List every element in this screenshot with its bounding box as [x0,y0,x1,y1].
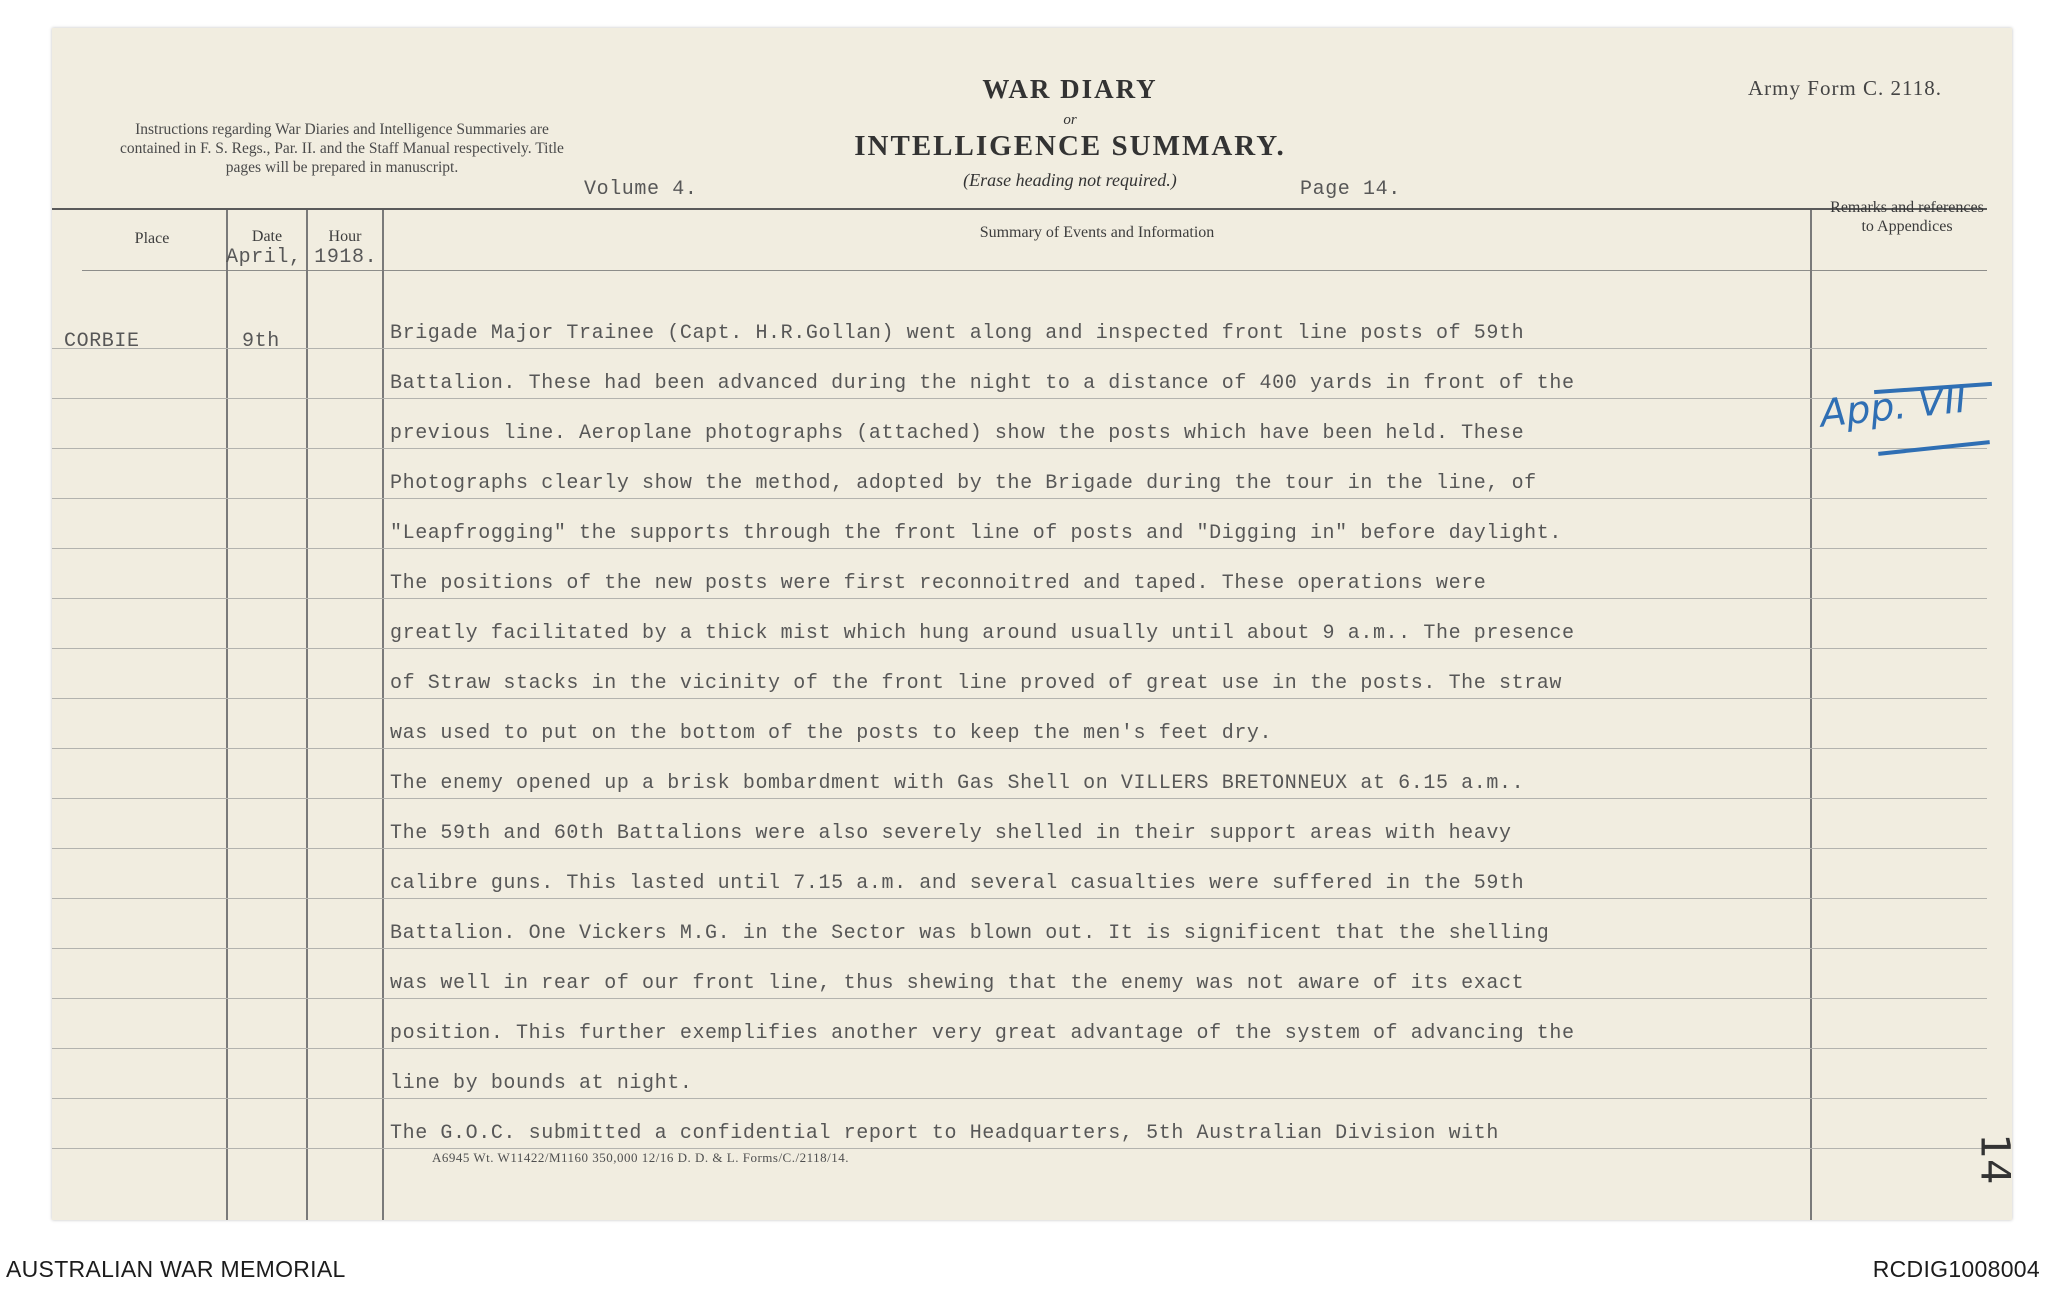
summary-line: greatly facilitated by a thick mist which hung around usually until about 9 a.m.. The presence [390,622,1575,645]
summary-line: The positions of the new posts were first reconnoitred and taped. These operations were [390,572,1487,595]
month-year: April, 1918. [226,246,378,269]
place-value: CORBIE [64,330,140,353]
summary-line: The G.O.C. submitted a confidential report to Headquarters, 5th Australian Division with [390,1122,1499,1145]
appendix-reference: App. VII [1818,376,1969,436]
printer-imprint: A6945 Wt. W11422/M1160 350,000 12/16 D. D. & L. Forms/C./2118/14. [432,1150,849,1165]
col-divider-hour [382,210,384,1220]
ruled-line [52,648,1987,649]
ruled-line [52,848,1987,849]
col-divider-summary [1810,210,1812,1220]
ruled-line [52,398,1987,399]
summary-line: line by bounds at night. [390,1072,693,1095]
title-or: or [1063,112,1077,128]
col-divider-date [306,210,308,1220]
col-header-place: Place [134,230,170,247]
col-header-remarks: Remarks and references to Appendices [1830,199,1984,235]
ruled-line [52,548,1987,549]
summary-line: of Straw stacks in the vicinity of the front line proved of great use in the posts. The straw [390,672,1562,695]
col-header-date: Date [251,228,283,245]
diary-sheet [52,28,2018,1220]
ruled-line [52,1098,1987,1099]
footer-archive-name: AUSTRALIAN WAR MEMORIAL [6,1256,346,1282]
summary-line: was used to put on the bottom of the posts to keep the men's feet dry. [390,722,1273,745]
ruled-line [52,448,1987,449]
ruled-line [52,1148,1987,1149]
erase-heading-note: (Erase heading not required.) [963,170,1177,190]
ruled-line [52,998,1987,999]
footer-record-id: RCDIG1008004 [1872,1256,2040,1282]
summary-line: "Leapfrogging" the supports through the front line of posts and "Digging in" before daylight. [390,522,1562,545]
summary-line: Battalion. One Vickers M.G. in the Sector was blown out. It is significent that the shelling [390,922,1550,945]
col-divider-place [226,210,228,1220]
summary-line: The enemy opened up a brisk bombardment with Gas Shell on VILLERS BRETONNEUX at 6.15 a.m.. [390,772,1525,795]
col-header-summary: Summary of Events and Information [979,224,1215,241]
ruled-line [52,748,1987,749]
summary-line: previous line. Aeroplane photographs (attached) show the posts which have been held. These [390,422,1525,445]
margin-page-number: 14 [1971,1133,2018,1185]
summary-line: position. This further exemplifies another very great advantage of the system of advancing the [390,1022,1575,1045]
ruled-line [52,598,1987,599]
instructions-note: Instructions regarding War Diaries and Intelligence Summaries are contained in F. S. Regs., Par. II. and the Staff Manual respectively. Title pages will be prepared in manuscript. [120,121,564,176]
col-header-hour: Hour [328,228,362,245]
ruled-line [52,948,1987,949]
ruled-line [52,1048,1987,1049]
day-value: 9th [242,330,280,353]
summary-line: The 59th and 60th Battalions were also severely shelled in their support areas with heavy [390,822,1512,845]
ruled-line [52,698,1987,699]
title-war-diary: WAR DIARY [982,74,1158,104]
header-bottom-rule [82,270,1987,271]
volume-number: Volume 4. [584,178,698,201]
ruled-line [52,348,1987,349]
army-form-label: Army Form C. 2118. [1748,76,1942,100]
summary-line: calibre guns. This lasted until 7.15 a.m. and several casualties were suffered in the 59th [390,872,1525,895]
summary-line: was well in rear of our front line, thus shewing that the enemy was not aware of its exact [390,972,1525,995]
summary-line: Brigade Major Trainee (Capt. H.R.Gollan) went along and inspected front line posts of 59th [390,322,1525,345]
title-intelligence-summary: INTELLIGENCE SUMMARY. [854,130,1286,162]
summary-line: Battalion. These had been advanced during the night to a distance of 400 yards in front of the [390,372,1575,395]
page-number: Page 14. [1300,178,1401,201]
table-top-border [52,208,1987,210]
ruled-line [52,798,1987,799]
ruled-line [52,898,1987,899]
ruled-line [52,498,1987,499]
summary-line: Photographs clearly show the method, adopted by the Brigade during the tour in the line, of [390,472,1537,495]
